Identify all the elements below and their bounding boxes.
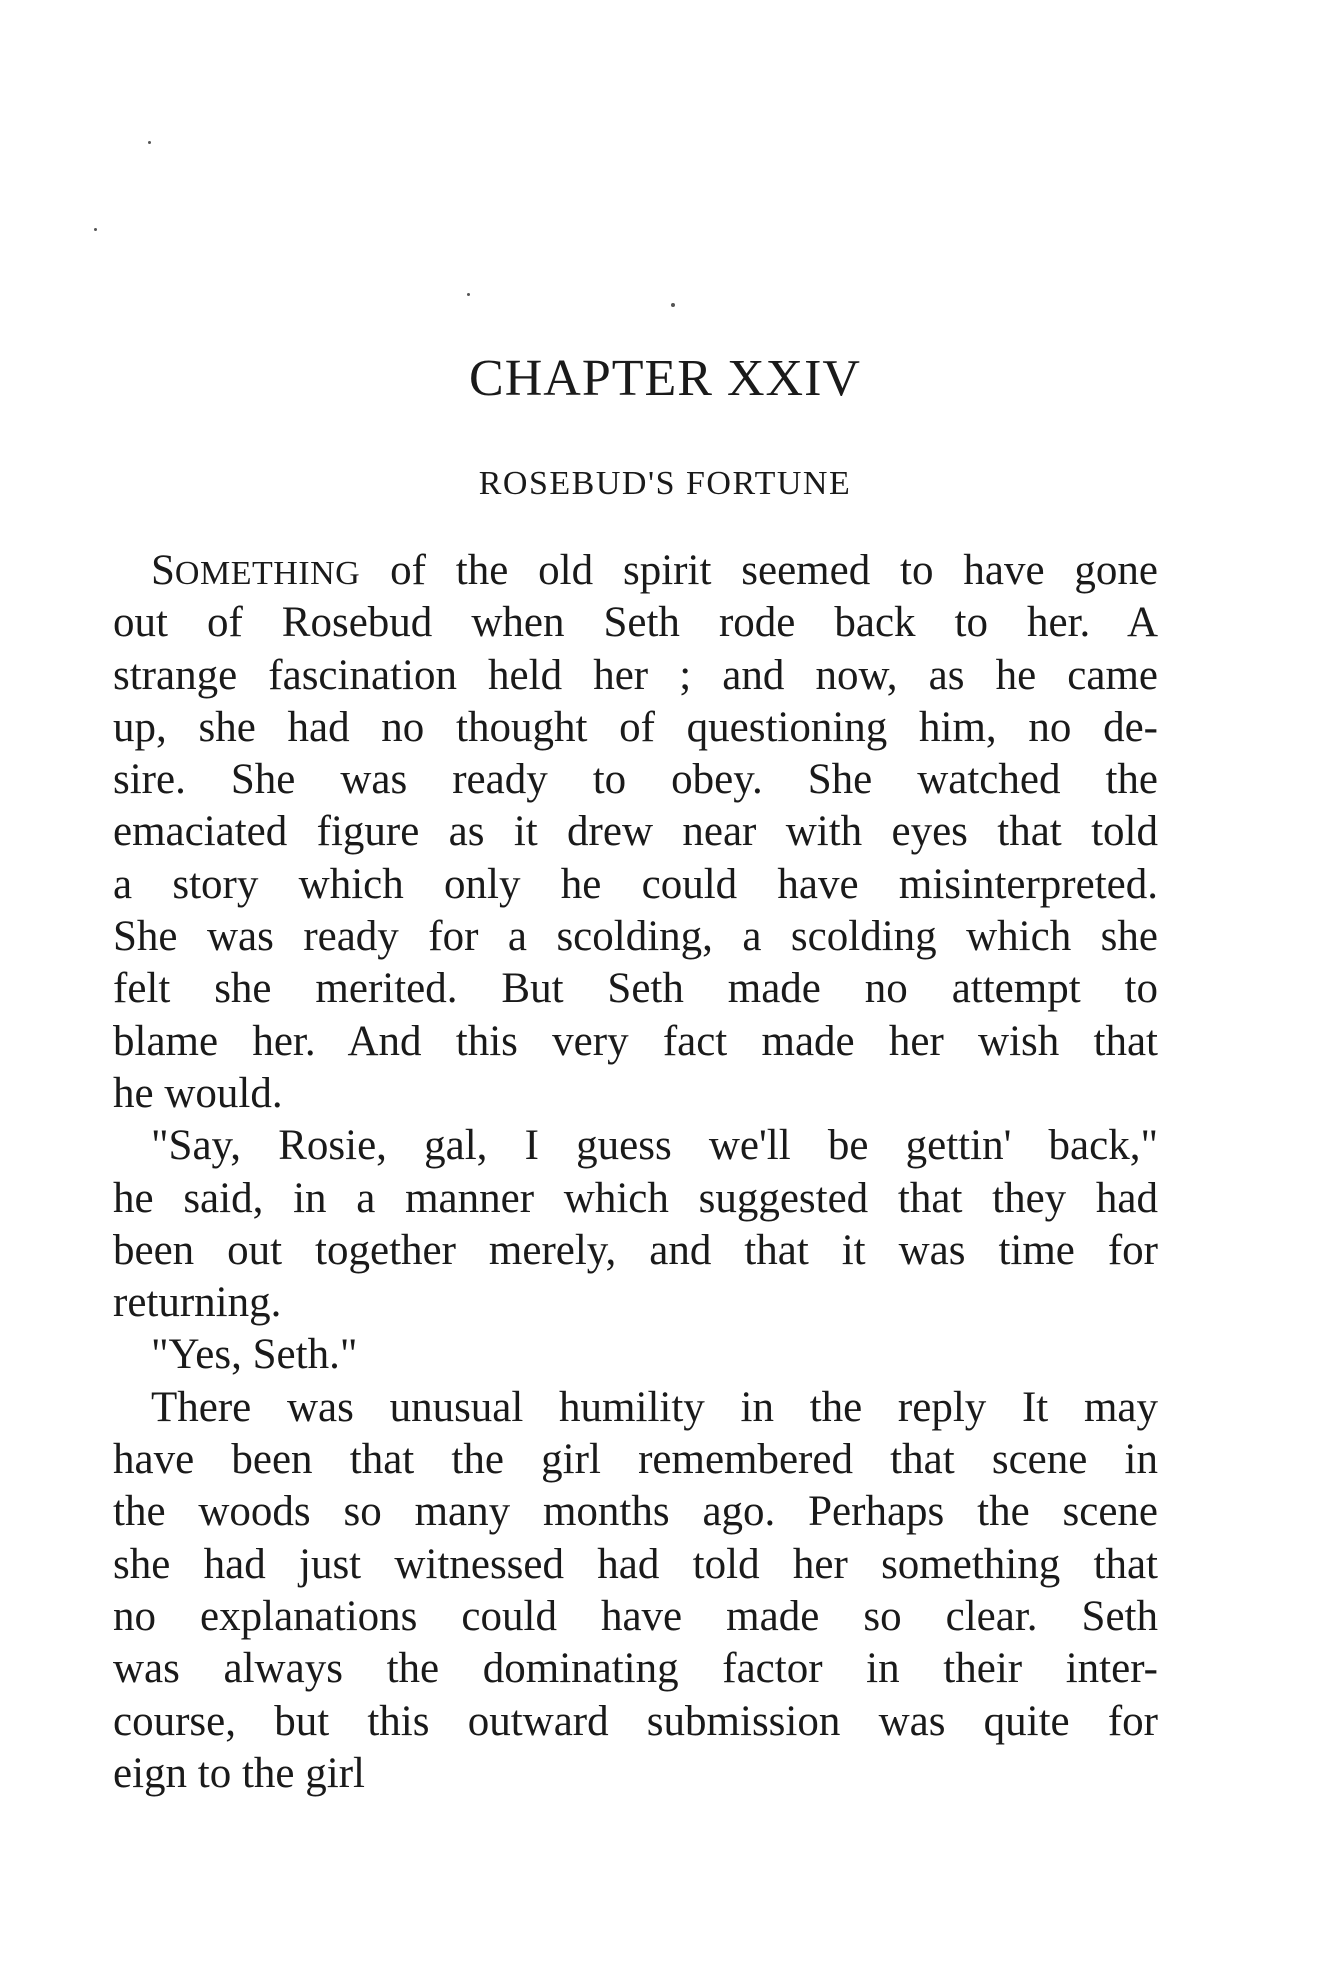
chapter-subtitle: ROSEBUD'S FORTUNE bbox=[478, 465, 852, 502]
print-speck bbox=[467, 293, 470, 296]
text-line: a story which only he could have misinterpreted. bbox=[113, 860, 1158, 908]
text-line: "Yes, Seth." bbox=[151, 1331, 358, 1379]
text-line-rest: of the old spirit seemed to have gone bbox=[360, 547, 1158, 594]
text-line: she had just witnessed had told her something that bbox=[113, 1540, 1158, 1588]
text-line: There was unusual humility in the reply It may bbox=[151, 1383, 1158, 1431]
chapter-body bbox=[113, 545, 1158, 1800]
lead-capital: S bbox=[151, 547, 175, 594]
print-speck bbox=[94, 228, 97, 231]
text-line: no explanations could have made so clear. Seth bbox=[113, 1592, 1158, 1640]
text-line: blame her. And this very fact made her wish that bbox=[113, 1017, 1158, 1065]
text-line: have been that the girl remembered that scene in bbox=[113, 1436, 1158, 1484]
text-line: out of Rosebud when Seth rode back to her. A bbox=[113, 599, 1158, 647]
text-line: been out together merely, and that it was time for bbox=[113, 1226, 1158, 1274]
text-line: was always the dominating factor in their inter- bbox=[113, 1645, 1158, 1693]
text-line: strange fascination held her ; and now, as he came bbox=[113, 651, 1158, 699]
chapter-title: CHAPTER XXIV bbox=[469, 350, 861, 407]
text-line: course, but this outward submission was quite for bbox=[113, 1697, 1158, 1745]
text-line: he would. bbox=[113, 1069, 283, 1117]
lead-small-caps: OMETHING bbox=[174, 555, 361, 592]
print-speck bbox=[671, 303, 675, 307]
text-line: returning. bbox=[113, 1279, 282, 1327]
text-line: She was ready for a scolding, a scolding which she bbox=[113, 913, 1158, 961]
text-line: felt she merited. But Seth made no attempt to bbox=[113, 965, 1158, 1013]
print-speck bbox=[148, 141, 151, 144]
text-line: "Say, Rosie, gal, I guess we'll be gettin' back," bbox=[151, 1122, 1158, 1170]
text-line: he said, in a manner which suggested that they had bbox=[113, 1174, 1158, 1222]
text-line: emaciated figure as it drew near with eyes that told bbox=[113, 808, 1158, 856]
text-line: up, she had no thought of questioning him, no de- bbox=[113, 703, 1158, 751]
text-line: eign to the girl bbox=[113, 1749, 365, 1797]
text-line: sire. She was ready to obey. She watched the bbox=[113, 756, 1158, 804]
text-line bbox=[113, 545, 1158, 597]
text-line: the woods so many months ago. Perhaps the scene bbox=[113, 1488, 1158, 1536]
